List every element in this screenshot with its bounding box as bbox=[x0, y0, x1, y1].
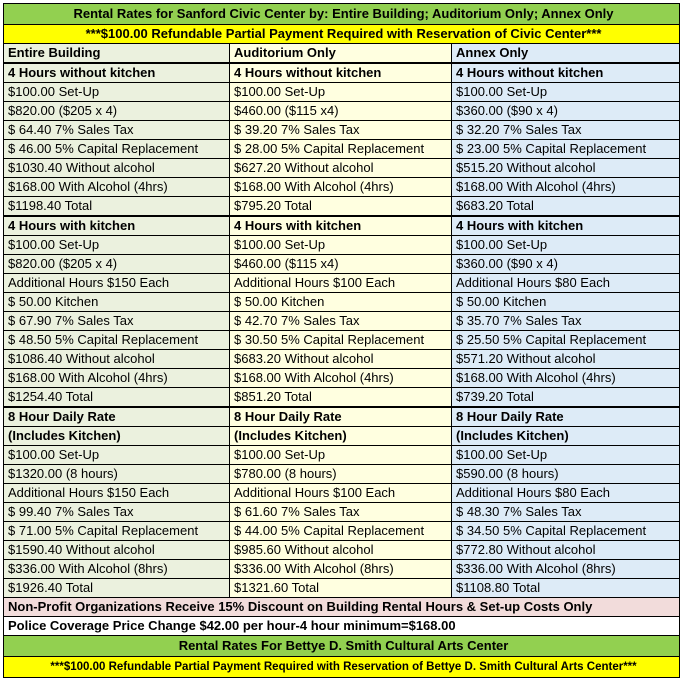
rate-cell-auditorium: $ 50.00 Kitchen bbox=[230, 293, 452, 312]
rental-rates-sheet bbox=[3, 3, 679, 678]
rate-cell-auditorium: Additional Hours $100 Each bbox=[230, 484, 452, 503]
rate-cell-entire: 8 Hour Daily Rate bbox=[4, 407, 230, 427]
rate-row bbox=[4, 312, 680, 331]
rate-row bbox=[4, 216, 680, 236]
column-header-annex: Annex Only bbox=[452, 44, 680, 64]
rate-cell-auditorium: $460.00 ($115 x4) bbox=[230, 102, 452, 121]
rate-row bbox=[4, 369, 680, 388]
rate-cell-auditorium: $168.00 With Alcohol (4hrs) bbox=[230, 369, 452, 388]
column-header-auditorium: Auditorium Only bbox=[230, 44, 452, 64]
rate-row bbox=[4, 159, 680, 178]
rate-cell-auditorium: $780.00 (8 hours) bbox=[230, 465, 452, 484]
rate-cell-annex: $ 32.20 7% Sales Tax bbox=[452, 121, 680, 140]
cultural-deposit-row bbox=[4, 657, 680, 678]
rate-cell-auditorium: (Includes Kitchen) bbox=[230, 427, 452, 446]
rate-cell-auditorium: $ 30.50 5% Capital Replacement bbox=[230, 331, 452, 350]
rate-cell-auditorium: $ 42.70 7% Sales Tax bbox=[230, 312, 452, 331]
rate-cell-annex: $739.20 Total bbox=[452, 388, 680, 408]
rate-row bbox=[4, 255, 680, 274]
rate-cell-annex: $100.00 Set-Up bbox=[452, 446, 680, 465]
rate-cell-entire: $ 46.00 5% Capital Replacement bbox=[4, 140, 230, 159]
rate-row bbox=[4, 446, 680, 465]
column-header-row bbox=[4, 44, 680, 64]
cultural-center-title: Rental Rates For Bettye D. Smith Cultural Arts Center bbox=[4, 636, 680, 657]
rate-cell-annex: $515.20 Without alcohol bbox=[452, 159, 680, 178]
rate-cell-auditorium: $460.00 ($115 x4) bbox=[230, 255, 452, 274]
rate-row bbox=[4, 503, 680, 522]
sheet-title: Rental Rates for Sanford Civic Center by: Entire Building; Auditorium Only; Annex Only bbox=[4, 4, 680, 25]
rate-row bbox=[4, 331, 680, 350]
rate-cell-entire: $820.00 ($205 x 4) bbox=[4, 102, 230, 121]
rate-cell-auditorium: $ 44.00 5% Capital Replacement bbox=[230, 522, 452, 541]
rate-cell-annex: Additional Hours $80 Each bbox=[452, 274, 680, 293]
rate-cell-annex: $336.00 With Alcohol (8hrs) bbox=[452, 560, 680, 579]
rate-cell-annex: $683.20 Total bbox=[452, 197, 680, 217]
column-header-entire: Entire Building bbox=[4, 44, 230, 64]
police-row bbox=[4, 617, 680, 636]
rate-cell-entire: $1926.40 Total bbox=[4, 579, 230, 598]
rate-cell-auditorium: 8 Hour Daily Rate bbox=[230, 407, 452, 427]
rate-cell-annex: $168.00 With Alcohol (4hrs) bbox=[452, 369, 680, 388]
rate-cell-entire: $100.00 Set-Up bbox=[4, 83, 230, 102]
rate-cell-annex: $ 34.50 5% Capital Replacement bbox=[452, 522, 680, 541]
rate-row bbox=[4, 541, 680, 560]
rate-row bbox=[4, 579, 680, 598]
rate-cell-entire: $168.00 With Alcohol (4hrs) bbox=[4, 369, 230, 388]
cultural-title-row bbox=[4, 636, 680, 657]
rate-cell-auditorium: $168.00 With Alcohol (4hrs) bbox=[230, 178, 452, 197]
rate-cell-entire: $336.00 With Alcohol (8hrs) bbox=[4, 560, 230, 579]
rate-cell-auditorium: $ 28.00 5% Capital Replacement bbox=[230, 140, 452, 159]
rate-row bbox=[4, 522, 680, 541]
rate-cell-annex: $571.20 Without alcohol bbox=[452, 350, 680, 369]
rate-cell-entire: $ 50.00 Kitchen bbox=[4, 293, 230, 312]
rate-cell-auditorium: $627.20 Without alcohol bbox=[230, 159, 452, 178]
rate-cell-entire: $1590.40 Without alcohol bbox=[4, 541, 230, 560]
rate-cell-entire: $1254.40 Total bbox=[4, 388, 230, 408]
rate-cell-entire: $ 48.50 5% Capital Replacement bbox=[4, 331, 230, 350]
rate-cell-annex: (Includes Kitchen) bbox=[452, 427, 680, 446]
cultural-deposit-notice: ***$100.00 Refundable Partial Payment Required with Reservation of Bettye D. Smith Cultural Arts Center*** bbox=[4, 657, 680, 678]
rate-row bbox=[4, 388, 680, 408]
rate-cell-annex: $ 50.00 Kitchen bbox=[452, 293, 680, 312]
rate-cell-entire: 4 Hours without kitchen bbox=[4, 63, 230, 83]
rate-cell-entire: $1198.40 Total bbox=[4, 197, 230, 217]
rate-cell-annex: $ 48.30 7% Sales Tax bbox=[452, 503, 680, 522]
rate-row bbox=[4, 102, 680, 121]
rate-cell-entire: (Includes Kitchen) bbox=[4, 427, 230, 446]
discount-row bbox=[4, 598, 680, 617]
rate-row bbox=[4, 427, 680, 446]
rate-cell-entire: $100.00 Set-Up bbox=[4, 446, 230, 465]
rate-cell-auditorium: $683.20 Without alcohol bbox=[230, 350, 452, 369]
rate-cell-annex: $100.00 Set-Up bbox=[452, 236, 680, 255]
rate-cell-annex: Additional Hours $80 Each bbox=[452, 484, 680, 503]
rate-cell-annex: $772.80 Without alcohol bbox=[452, 541, 680, 560]
deposit-notice: ***$100.00 Refundable Partial Payment Required with Reservation of Civic Center*** bbox=[4, 25, 680, 44]
rate-cell-annex: $360.00 ($90 x 4) bbox=[452, 255, 680, 274]
rate-row bbox=[4, 465, 680, 484]
rate-cell-auditorium: $851.20 Total bbox=[230, 388, 452, 408]
rate-cell-auditorium: $ 39.20 7% Sales Tax bbox=[230, 121, 452, 140]
rate-cell-annex: $100.00 Set-Up bbox=[452, 83, 680, 102]
rate-row bbox=[4, 140, 680, 159]
rate-cell-auditorium: 4 Hours without kitchen bbox=[230, 63, 452, 83]
deposit-row bbox=[4, 25, 680, 44]
rate-cell-entire: $ 64.40 7% Sales Tax bbox=[4, 121, 230, 140]
rate-cell-auditorium: $985.60 Without alcohol bbox=[230, 541, 452, 560]
rate-cell-annex: $ 25.50 5% Capital Replacement bbox=[452, 331, 680, 350]
rate-cell-auditorium: $1321.60 Total bbox=[230, 579, 452, 598]
rate-cell-entire: $820.00 ($205 x 4) bbox=[4, 255, 230, 274]
rate-cell-annex: 4 Hours without kitchen bbox=[452, 63, 680, 83]
rate-row bbox=[4, 293, 680, 312]
rate-cell-annex: $360.00 ($90 x 4) bbox=[452, 102, 680, 121]
title-row bbox=[4, 4, 680, 25]
rate-cell-annex: 4 Hours with kitchen bbox=[452, 216, 680, 236]
rate-row bbox=[4, 407, 680, 427]
rate-cell-annex: $590.00 (8 hours) bbox=[452, 465, 680, 484]
rate-row bbox=[4, 178, 680, 197]
rate-cell-annex: $ 35.70 7% Sales Tax bbox=[452, 312, 680, 331]
rate-cell-entire: $1030.40 Without alcohol bbox=[4, 159, 230, 178]
rate-cell-auditorium: $795.20 Total bbox=[230, 197, 452, 217]
discount-notice: Non-Profit Organizations Receive 15% Discount on Building Rental Hours & Set-up Costs Only bbox=[4, 598, 680, 617]
rate-cell-entire: $1320.00 (8 hours) bbox=[4, 465, 230, 484]
rate-row bbox=[4, 560, 680, 579]
rate-row bbox=[4, 121, 680, 140]
rate-cell-entire: $ 99.40 7% Sales Tax bbox=[4, 503, 230, 522]
rate-row bbox=[4, 63, 680, 83]
rate-cell-auditorium: $100.00 Set-Up bbox=[230, 446, 452, 465]
rate-cell-entire: 4 Hours with kitchen bbox=[4, 216, 230, 236]
rate-cell-entire: $ 67.90 7% Sales Tax bbox=[4, 312, 230, 331]
rate-cell-auditorium: $100.00 Set-Up bbox=[230, 236, 452, 255]
rate-row bbox=[4, 197, 680, 217]
rate-row bbox=[4, 83, 680, 102]
rate-cell-entire: Additional Hours $150 Each bbox=[4, 484, 230, 503]
rate-cell-annex: $ 23.00 5% Capital Replacement bbox=[452, 140, 680, 159]
rate-row bbox=[4, 274, 680, 293]
rate-cell-auditorium: $336.00 With Alcohol (8hrs) bbox=[230, 560, 452, 579]
rate-cell-auditorium: $ 61.60 7% Sales Tax bbox=[230, 503, 452, 522]
rate-cell-entire: $1086.40 Without alcohol bbox=[4, 350, 230, 369]
rate-cell-auditorium: $100.00 Set-Up bbox=[230, 83, 452, 102]
rate-cell-auditorium: Additional Hours $100 Each bbox=[230, 274, 452, 293]
police-notice: Police Coverage Price Change $42.00 per hour-4 hour minimum=$168.00 bbox=[4, 617, 680, 636]
rate-cell-entire: Additional Hours $150 Each bbox=[4, 274, 230, 293]
rate-cell-annex: $168.00 With Alcohol (4hrs) bbox=[452, 178, 680, 197]
rate-cell-entire: $168.00 With Alcohol (4hrs) bbox=[4, 178, 230, 197]
rate-cell-annex: $1108.80 Total bbox=[452, 579, 680, 598]
rate-cell-entire: $ 71.00 5% Capital Replacement bbox=[4, 522, 230, 541]
rental-rates-table bbox=[3, 3, 680, 678]
rate-cell-entire: $100.00 Set-Up bbox=[4, 236, 230, 255]
rate-row bbox=[4, 484, 680, 503]
rate-row bbox=[4, 350, 680, 369]
rate-cell-annex: 8 Hour Daily Rate bbox=[452, 407, 680, 427]
rate-row bbox=[4, 236, 680, 255]
rate-cell-auditorium: 4 Hours with kitchen bbox=[230, 216, 452, 236]
